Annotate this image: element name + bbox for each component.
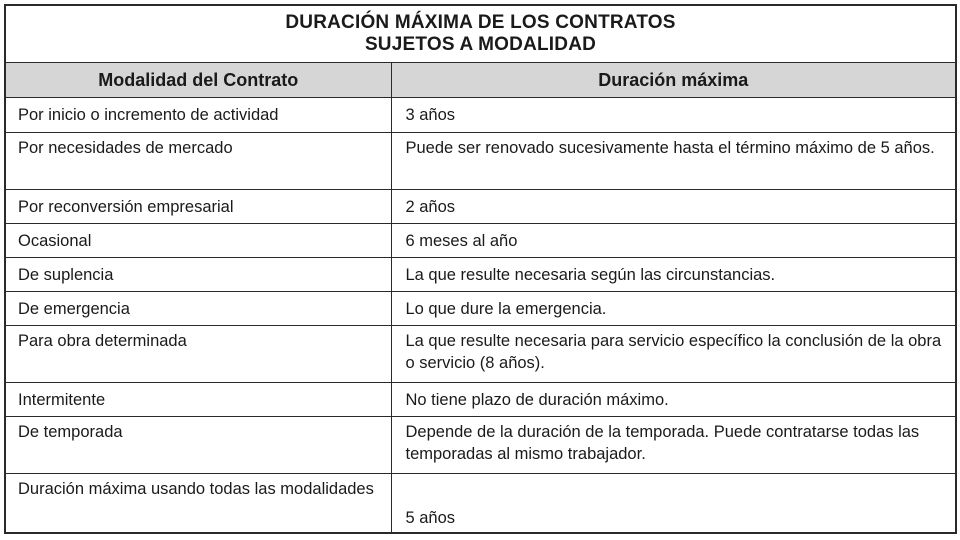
- title-line-1: DURACIÓN MÁXIMA DE LOS CONTRATOS: [285, 12, 676, 33]
- cell-duracion: La que resulte necesaria para servicio específico la conclusión de la obra o servicio (8 años).: [391, 326, 955, 383]
- contracts-table: [6, 63, 955, 533]
- title-line-2: SUJETOS A MODALIDAD: [364, 34, 597, 55]
- cell-duracion: La que resulte necesaria según las circunstancias.: [391, 258, 955, 292]
- table-title: [6, 6, 955, 63]
- table-row: [6, 326, 955, 383]
- cell-duracion: No tiene plazo de duración máximo.: [391, 383, 955, 417]
- table-row: [6, 417, 955, 474]
- table-row-total: [6, 474, 955, 533]
- cell-modalidad: Por necesidades de mercado: [6, 133, 391, 190]
- table-row: [6, 98, 955, 133]
- cell-modalidad: Por inicio o incremento de actividad: [6, 98, 391, 133]
- cell-duracion: Lo que dure la emergencia.: [391, 292, 955, 326]
- cell-modalidad: Ocasional: [6, 224, 391, 258]
- header-row: [6, 63, 955, 98]
- cell-modalidad: De suplencia: [6, 258, 391, 292]
- column-header-duracion: Duración máxima: [391, 63, 955, 98]
- table-row: [6, 383, 955, 417]
- column-header-modalidad: Modalidad del Contrato: [6, 63, 391, 98]
- table-row: [6, 224, 955, 258]
- table-row: [6, 190, 955, 224]
- cell-modalidad: De emergencia: [6, 292, 391, 326]
- cell-duracion: 3 años: [391, 98, 955, 133]
- cell-duracion: 6 meses al año: [391, 224, 955, 258]
- cell-modalidad: De temporada: [6, 417, 391, 474]
- table-row: [6, 258, 955, 292]
- cell-modalidad: Por reconversión empresarial: [6, 190, 391, 224]
- cell-duracion: Puede ser renovado sucesivamente hasta el término máximo de 5 años.: [391, 133, 955, 190]
- cell-duracion: 2 años: [391, 190, 955, 224]
- cell-modalidad: Intermitente: [6, 383, 391, 417]
- cell-modalidad: Para obra determinada: [6, 326, 391, 383]
- cell-duracion: 5 años: [405, 508, 456, 527]
- cell-modalidad: Duración máxima usando todas las modalidades: [6, 474, 391, 533]
- contracts-table-document: [4, 4, 957, 534]
- table-row: [6, 292, 955, 326]
- cell-duracion: Depende de la duración de la temporada. Puede contratarse todas las temporadas al mismo trabajador.: [391, 417, 955, 474]
- table-row: [6, 133, 955, 190]
